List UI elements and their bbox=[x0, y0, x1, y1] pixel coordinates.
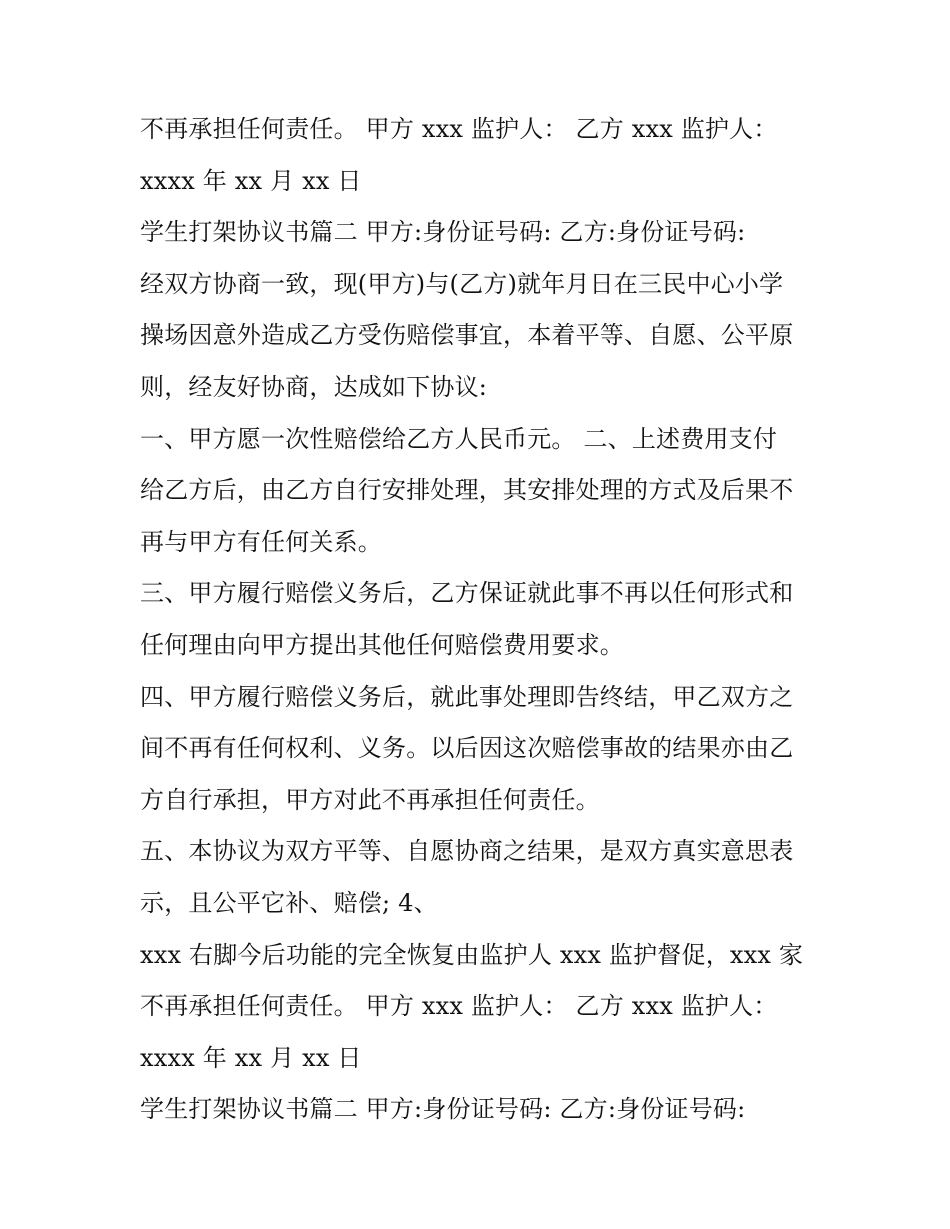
text-line: 一、甲方愿一次性赔偿给乙方人民币元。 二、上述费用支付 bbox=[140, 424, 778, 453]
text-line: xxx 右脚今后功能的完全恢复由监护人 xxx 监护督促，xxx 家 bbox=[140, 940, 804, 969]
text-line: xxxx 年 xx 月 xx 日 bbox=[140, 166, 362, 195]
text-line: 再与甲方有任何关系。 bbox=[140, 527, 382, 556]
text-line: 不再承担任何责任。 甲方 xxx 监护人： 乙方 xxx 监护人： bbox=[140, 992, 778, 1021]
text-line: 五、本协议为双方平等、自愿协商之结果，是双方真实意思表 bbox=[140, 837, 794, 866]
text-line: xxxx 年 xx 月 xx 日 bbox=[140, 1043, 362, 1072]
text-line: 任何理由向甲方提出其他任何赔偿费用要求。 bbox=[140, 630, 624, 659]
text-line: 给乙方后，由乙方自行安排处理，其安排处理的方式及后果不 bbox=[140, 476, 794, 505]
text-line: 学生打架协议书篇二 甲方:身份证号码: 乙方:身份证号码: bbox=[140, 1095, 746, 1124]
text-line: 方自行承担，甲方对此不再承担任何责任。 bbox=[140, 785, 600, 814]
text-line: 四、甲方履行赔偿义务后，就此事处理即告终结，甲乙双方之 bbox=[140, 682, 794, 711]
text-line: 操场因意外造成乙方受伤赔偿事宜，本着平等、自愿、公平原 bbox=[140, 321, 794, 350]
text-line: 示，且公平它补、赔偿; 4、 bbox=[140, 888, 438, 917]
text-line: 不再承担任何责任。 甲方 xxx 监护人： 乙方 xxx 监护人： bbox=[140, 115, 778, 143]
text-line: 经双方协商一致，现(甲方)与(乙方)就年月日在三民中心小学 bbox=[140, 269, 784, 298]
text-line: 学生打架协议书篇二 甲方:身份证号码: 乙方:身份证号码: bbox=[140, 218, 746, 247]
text-line: 三、甲方履行赔偿义务后，乙方保证就此事不再以任何形式和 bbox=[140, 579, 794, 608]
text-line: 则，经友好协商，达成如下协议: bbox=[140, 372, 488, 401]
text-line: 间不再有任何权利、义务。以后因这次赔偿事故的结果亦由乙 bbox=[140, 734, 794, 763]
document-body bbox=[140, 104, 820, 1136]
